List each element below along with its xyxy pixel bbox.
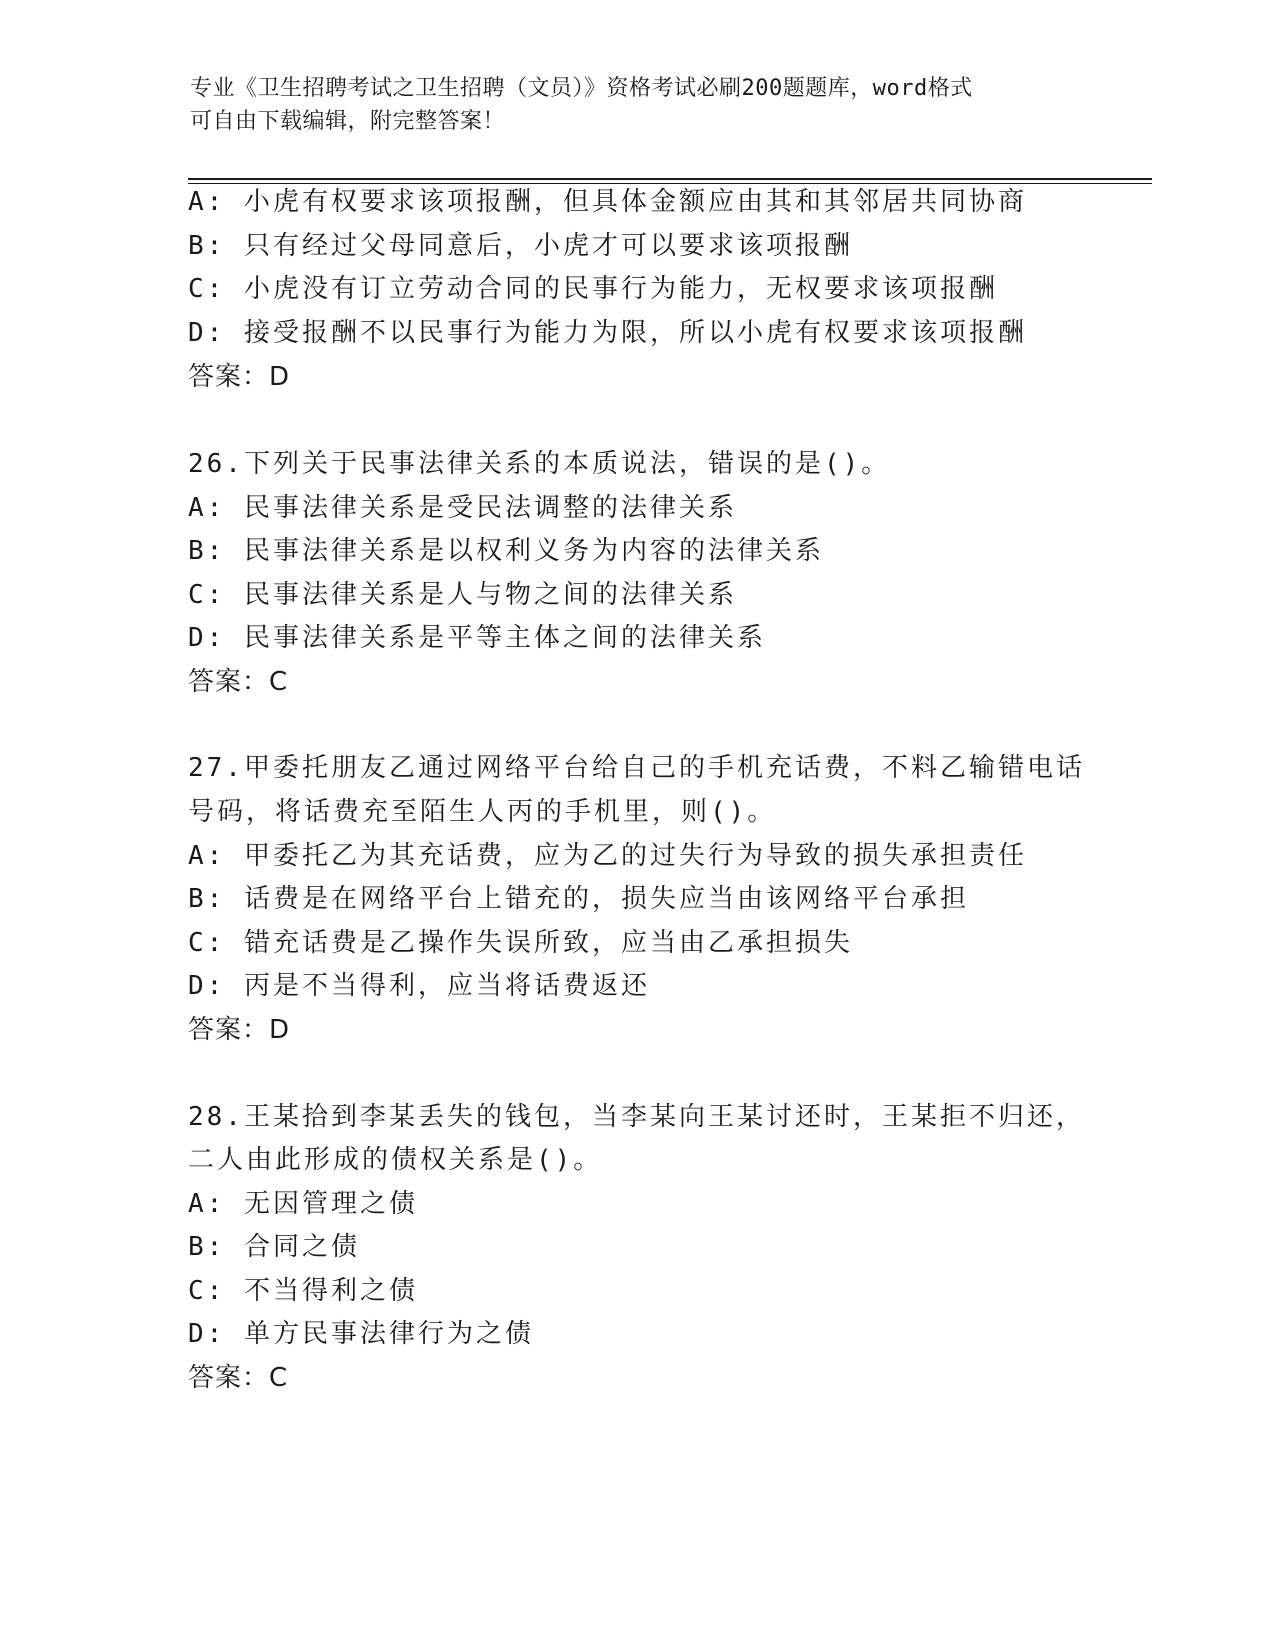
q28-option-d: D: 单方民事法律行为之债 <box>188 1319 534 1349</box>
header-line-2: 可自由下载编辑，附完整答案！ <box>190 109 506 134</box>
q26-answer: 答案：C <box>188 667 289 697</box>
q25-option-b: B: 只有经过父母同意后，小虎才可以要求该项报酬 <box>188 231 853 261</box>
q27-stem-line-2: 号码，将话费充至陌生人丙的手机里，则()。 <box>188 797 777 827</box>
q27-stem-line-1: 27.甲委托朋友乙通过网络平台给自己的手机充话费，不料乙输错电话 <box>188 753 1085 783</box>
q25-option-a: A: 小虎有权要求该项报酬，但具体金额应由其和其邻居共同协商 <box>188 187 1027 217</box>
q28-option-a: A: 无因管理之债 <box>188 1189 418 1219</box>
q25-option-c: C: 小虎没有订立劳动合同的民事行为能力，无权要求该项报酬 <box>188 274 998 304</box>
q26-stem: 26.下列关于民事法律关系的本质说法，错误的是()。 <box>188 449 891 479</box>
q25-option-d: D: 接受报酬不以民事行为能力为限，所以小虎有权要求该项报酬 <box>188 318 1027 348</box>
q25-answer: 答案：D <box>188 362 291 392</box>
q28-option-b: B: 合同之债 <box>188 1232 360 1262</box>
q27-answer: 答案：D <box>188 1015 291 1045</box>
header-divider-thick <box>188 178 1152 180</box>
q28-stem-line-2: 二人由此形成的债权关系是()。 <box>188 1145 603 1175</box>
header-divider-thin <box>188 183 1152 184</box>
q28-stem-line-1: 28.王某拾到李某丢失的钱包，当李某向王某讨还时，王某拒不归还， <box>188 1102 1085 1132</box>
q27-option-c: C: 错充话费是乙操作失误所致，应当由乙承担损失 <box>188 928 853 958</box>
document-header <box>190 72 1090 138</box>
q26-option-a: A: 民事法律关系是受民法调整的法律关系 <box>188 493 737 523</box>
q27-option-d: D: 丙是不当得利，应当将话费返还 <box>188 971 650 1001</box>
q26-option-d: D: 民事法律关系是平等主体之间的法律关系 <box>188 623 766 653</box>
header-line-1: 专业《卫生招聘考试之卫生招聘（文员）》资格考试必刷200题题库，word格式 <box>190 76 973 101</box>
q26-option-b: B: 民事法律关系是以权利义务为内容的法律关系 <box>188 536 824 566</box>
q28-answer: 答案：C <box>188 1363 289 1393</box>
q26-option-c: C: 民事法律关系是人与物之间的法律关系 <box>188 580 737 610</box>
q27-option-a: A: 甲委托乙为其充话费，应为乙的过失行为导致的损失承担责任 <box>188 841 1027 871</box>
q27-option-b: B: 话费是在网络平台上错充的，损失应当由该网络平台承担 <box>188 884 969 914</box>
q28-option-c: C: 不当得利之债 <box>188 1276 418 1306</box>
